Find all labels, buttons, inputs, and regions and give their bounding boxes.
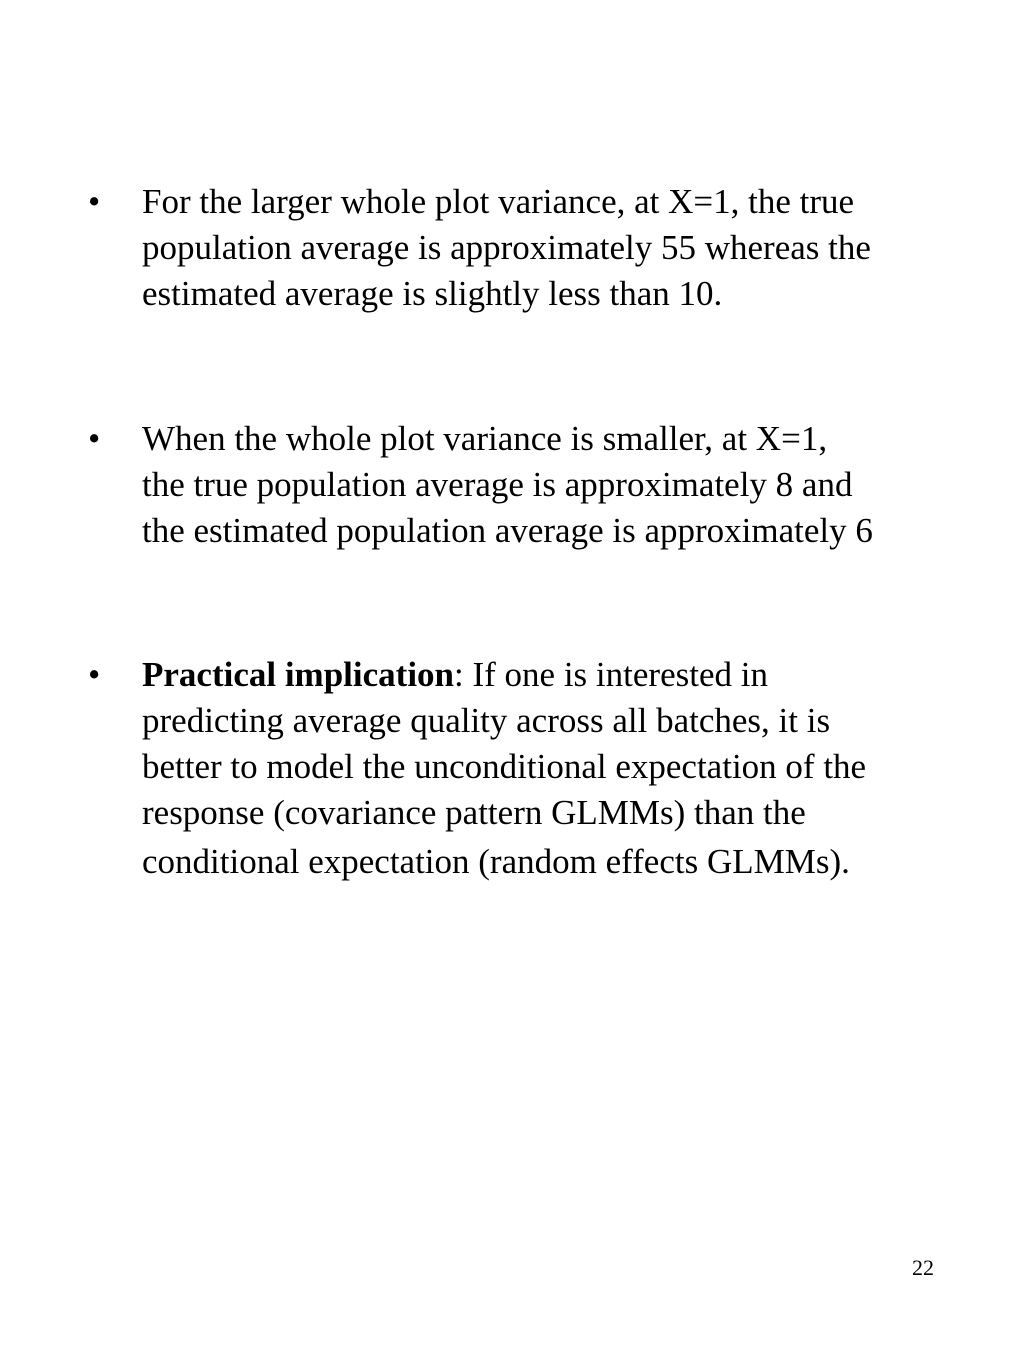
bullet-line: the estimated population average is approximately 6 [142, 511, 873, 550]
bold-lead: Practical implication [142, 655, 455, 694]
bullet-line: estimated average is slightly less than 10. [142, 274, 723, 313]
bullet-line: When the whole plot variance is smaller, at X=1, [142, 419, 828, 458]
page-number: 22 [912, 1255, 934, 1280]
bullet-marker: • [88, 419, 101, 458]
lead-rest: : If one is interested in [454, 655, 768, 694]
bullet-line: better to model the unconditional expectation of the [142, 747, 867, 786]
bullet-text [142, 416, 942, 554]
bullet-line: predicting average quality across all batches, it is [142, 701, 831, 740]
bullet-lead-line [142, 652, 942, 698]
bullet-line: For the larger whole plot variance, at X=1, the true [142, 182, 855, 221]
bullet-line: the true population average is approximately 8 and [142, 465, 853, 504]
bullet-line: conditional expectation (random effects GLMMs). [142, 842, 850, 881]
bullet-marker: • [88, 655, 101, 694]
bullet-line: response (covariance pattern GLMMs) than the [142, 793, 806, 832]
bullet-text [142, 179, 942, 317]
bullet-text [142, 652, 942, 890]
bullet-marker: • [88, 182, 101, 221]
bullet-line: population average is approximately 55 whereas the [142, 228, 871, 267]
